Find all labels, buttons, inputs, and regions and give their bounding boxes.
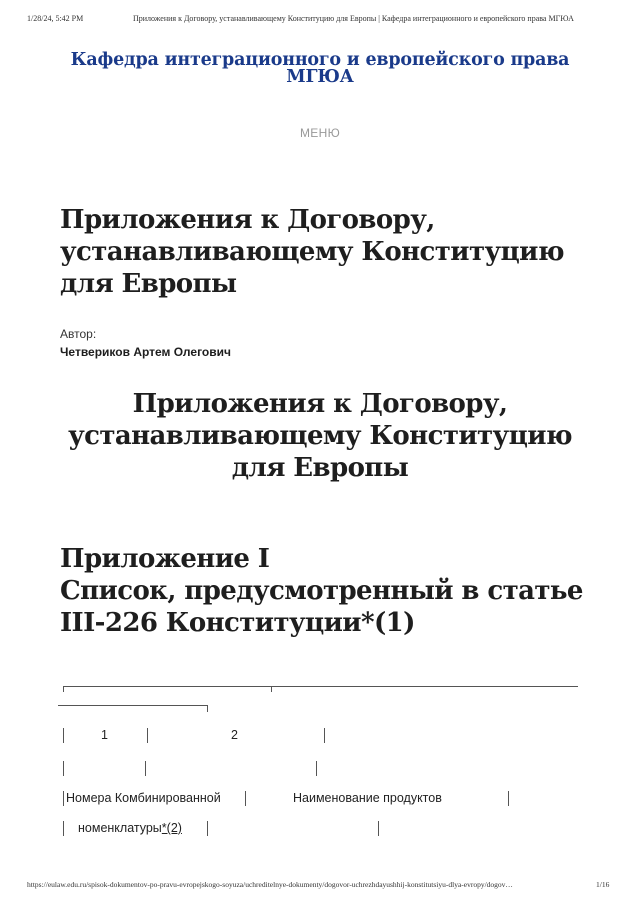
site-title-line-2[interactable]: МГЮА: [286, 67, 354, 87]
table-divider: [147, 728, 148, 743]
table-divider: [63, 791, 64, 806]
table-corner: [207, 705, 208, 712]
document-heading-line: для Европы: [231, 453, 409, 483]
table-divider: [63, 761, 64, 776]
table-top-border-wrap: [58, 705, 207, 706]
print-page-number: 1/16: [596, 880, 610, 889]
site-title[interactable]: [40, 52, 600, 86]
table-top-border: [63, 686, 578, 687]
annex-heading: [60, 543, 600, 639]
document-heading: [40, 388, 600, 484]
print-datetime: 1/28/24, 5:42 PM: [27, 14, 84, 23]
header-nomenclature-text: номенклатуры: [78, 821, 162, 835]
column-number-2: 2: [231, 728, 238, 742]
table-divider: [245, 791, 246, 806]
footnote-link-2[interactable]: *(2): [161, 821, 182, 835]
table-divider: [508, 791, 509, 806]
table-divider: [378, 821, 379, 836]
table-tee: [271, 686, 272, 692]
table-divider: [145, 761, 146, 776]
table-corner: [63, 686, 64, 692]
header-nomenclature-cont: [78, 821, 182, 835]
table-divider: [63, 728, 64, 743]
document-heading-line: Приложения к Договору,: [132, 389, 508, 419]
article-title-line: устанавливающему Конституцию: [60, 237, 564, 267]
annex-heading-line: Список, предусмотренный в статье: [60, 576, 583, 606]
annex-heading-line: III-226 Конституции*(1): [60, 608, 415, 638]
header-product-name: Наименование продуктов: [293, 791, 442, 805]
article-title-line: Приложения к Договору,: [60, 205, 435, 235]
table-divider: [207, 821, 208, 836]
document-heading-line: устанавливающему Конституцию: [68, 421, 572, 451]
table-divider: [324, 728, 325, 743]
site-title-line-1[interactable]: Кафедра интеграционного и европейского права: [70, 50, 570, 70]
author-name[interactable]: Четвериков Артем Олегович: [60, 345, 231, 359]
header-combined-nomenclature: Номера Комбинированной: [66, 791, 221, 805]
table-divider: [63, 821, 64, 836]
column-number-1: 1: [101, 728, 108, 742]
article-title: [60, 204, 600, 300]
print-page-title: Приложения к Договору, устанавливающему Конституцию для Европы | Кафедра интеграционного и европейского права МГЮА: [133, 14, 574, 23]
print-header: [0, 14, 640, 26]
print-url: https://eulaw.edu.ru/spisok-dokumentov-po-pravu-evropejskogo-soyuza/uchreditelnye-dokumenty/dogovor-uchrezhdayushhij-konstitutsiyu-dlya-evropy/dogov…: [27, 880, 513, 889]
annex-heading-line: Приложение I: [60, 544, 270, 574]
menu-button[interactable]: МЕНЮ: [300, 126, 340, 140]
author-label: Автор:: [60, 327, 97, 341]
article-title-line: для Европы: [60, 269, 237, 299]
table-divider: [316, 761, 317, 776]
